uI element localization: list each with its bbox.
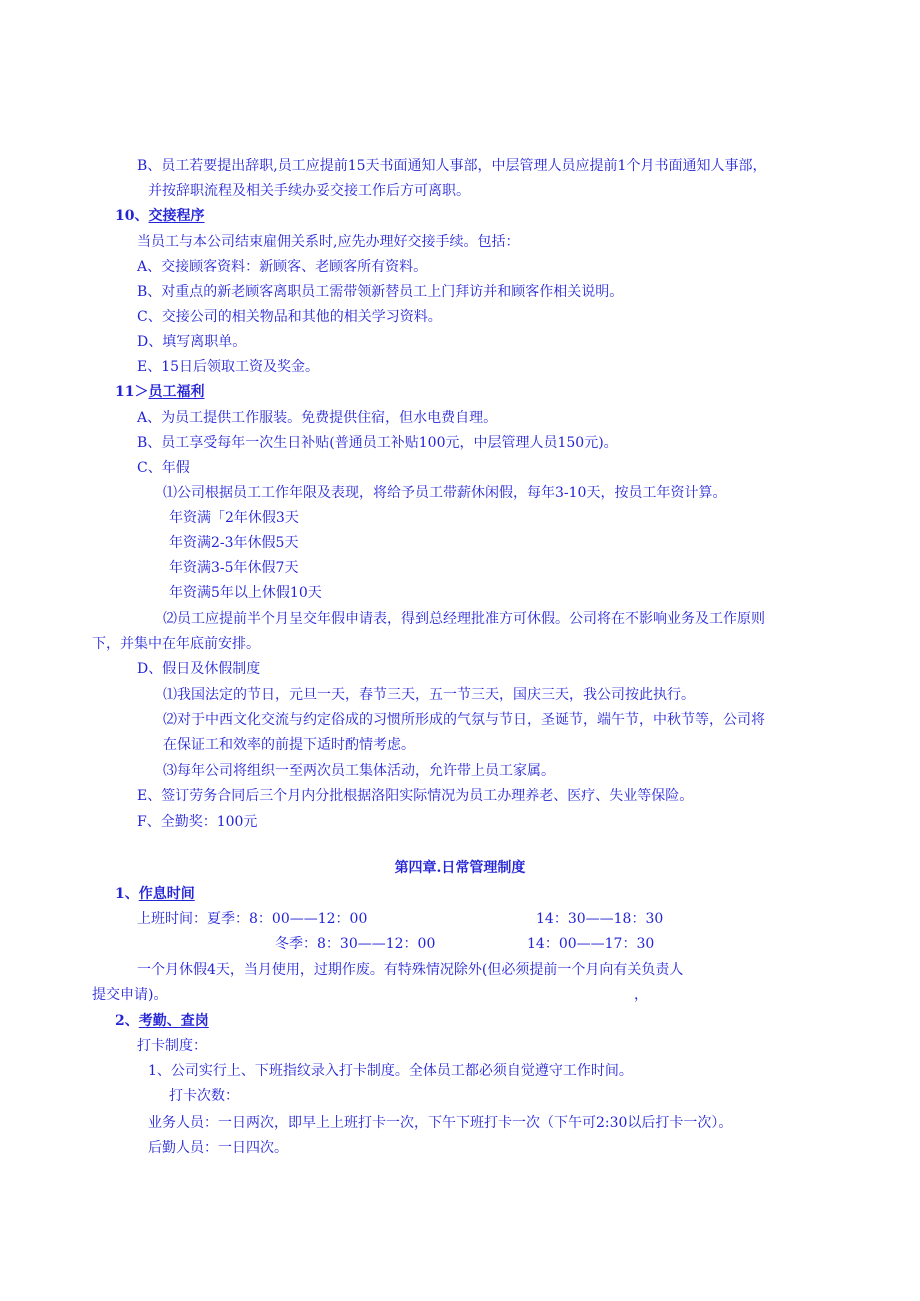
annual-leave-rule-2-line1: ⑵员工应提前半个月呈交年假申请表，得到总经理批准方可休假。公司将在不影响业务及工作原则: [163, 611, 765, 627]
annual-leave-rule-1: ⑴公司根据员工工作年限及表现，将给予员工带薪休闲假，每年3-10天，按员工年资计算。: [163, 485, 727, 501]
section-10-number: 10、: [115, 208, 149, 224]
sales-staff-punch: 业务人员：一日两次，即早上上班打卡一次，下午下班打卡一次（下午可2:30以后打卡一次）。: [148, 1115, 733, 1131]
holiday-rule-1: ⑴我国法定的节日，元旦一天，春节三天，五一节三天，国庆三天，我公司按此执行。: [163, 687, 695, 703]
section-11-heading: [115, 383, 204, 401]
chapter-title: 第四章.日常管理制度: [394, 860, 526, 876]
section-10-title: 交接程序: [148, 208, 205, 224]
section-10-heading: [115, 207, 204, 225]
handover-intro: 当员工与本公司结束雇佣关系时,应先办理好交接手续。包括：: [137, 234, 520, 250]
monthly-leave-note-line2: 提交申请)。: [92, 987, 168, 1003]
punch-rule-1: 1、公司实行上、下班指纹录入打卡制度。全体员工都必须自觉遵守工作时间。: [148, 1063, 633, 1079]
holiday-rule-2-line2: 在保证工和效率的前提下适时酌情考虑。: [163, 737, 415, 753]
logistics-staff-punch: 后勤人员：一日四次。: [148, 1140, 288, 1156]
seniority-tier-2: 年资满2-3年休假5天: [169, 535, 299, 551]
attendance-title: 考勤、查岗: [138, 1013, 209, 1029]
handover-item-b: B、对重点的新老顾客离职员工需带领新替员工上门拜访并和顾客作相关说明。: [137, 284, 624, 300]
welfare-item-f: F、全勤奖：100元: [137, 814, 258, 830]
worktime-number: 1、: [115, 886, 139, 902]
section-11-number: 11＞: [115, 384, 149, 400]
holiday-rule-3: ⑶每年公司将组织一至两次员工集体活动，允许带上员工家属。: [163, 763, 555, 779]
attendance-heading: [115, 1012, 209, 1030]
welfare-item-a: A、为员工提供工作服装。免费提供住宿，但水电费自理。: [137, 410, 498, 426]
worktime-title: 作息时间: [138, 886, 195, 902]
section-11-title: 员工福利: [148, 384, 205, 400]
annual-leave-rule-2-line2: 下，并集中在年底前安排。: [92, 636, 260, 652]
handover-item-c: C、交接公司的相关物品和其他的相关学习资料。: [137, 309, 442, 325]
holiday-rule-2-line1: ⑵对于中西文化交流与约定俗成的习惯所形成的气氛与节日，圣诞节，端午节，中秋节等，公司将: [163, 712, 765, 728]
welfare-item-d: D、假日及休假制度: [137, 661, 261, 677]
seniority-tier-4: 年资满5年以上休假10天: [169, 585, 322, 601]
handover-item-e: E、15日后领取工资及奖金。: [137, 359, 320, 375]
resign-item-b-line1: B、员工若要提出辞职,员工应提前15天书面通知人事部，中层管理人员应提前1个月书面通知人事部，: [137, 158, 767, 174]
winter-hours-afternoon: 14：00——17：30: [527, 936, 655, 952]
attendance-number: 2、: [115, 1013, 139, 1029]
welfare-item-e: E、签订劳务合同后三个月内分批根据洛阳实际情况为员工办理养老、医疗、失业等保险。: [137, 788, 694, 804]
summer-hours-afternoon: 14：30——18：30: [536, 911, 664, 927]
worktime-heading: [115, 885, 195, 903]
monthly-leave-note-line1: 一个月休假4天，当月使用，过期作废。有特殊情况除外(但必须提前一个月向有关负责人: [137, 962, 684, 978]
resign-item-b-line2: 并按辞职流程及相关手续办妥交接工作后方可离职。: [148, 183, 470, 199]
welfare-item-b: B、员工享受每年一次生日补贴(普通员工补贴100元，中层管理人员150元)。: [137, 435, 618, 451]
stray-comma: ，: [634, 987, 648, 1003]
punch-count-label: 打卡次数：: [169, 1088, 239, 1104]
welfare-item-c: C、年假: [137, 460, 190, 476]
handover-item-d: D、填写离职单。: [137, 334, 247, 350]
winter-hours-morning: 冬季：8：30——12：00: [275, 936, 436, 952]
summer-hours-morning: 上班时间：夏季：8：00——12：00: [137, 911, 368, 927]
seniority-tier-1: 年资满「2年休假3天: [169, 510, 299, 526]
seniority-tier-3: 年资满3-5年休假7天: [169, 560, 299, 576]
handover-item-a: A、交接顾客资料：新顾客、老顾客所有资料。: [137, 259, 428, 275]
punch-system-label: 打卡制度：: [137, 1038, 207, 1054]
